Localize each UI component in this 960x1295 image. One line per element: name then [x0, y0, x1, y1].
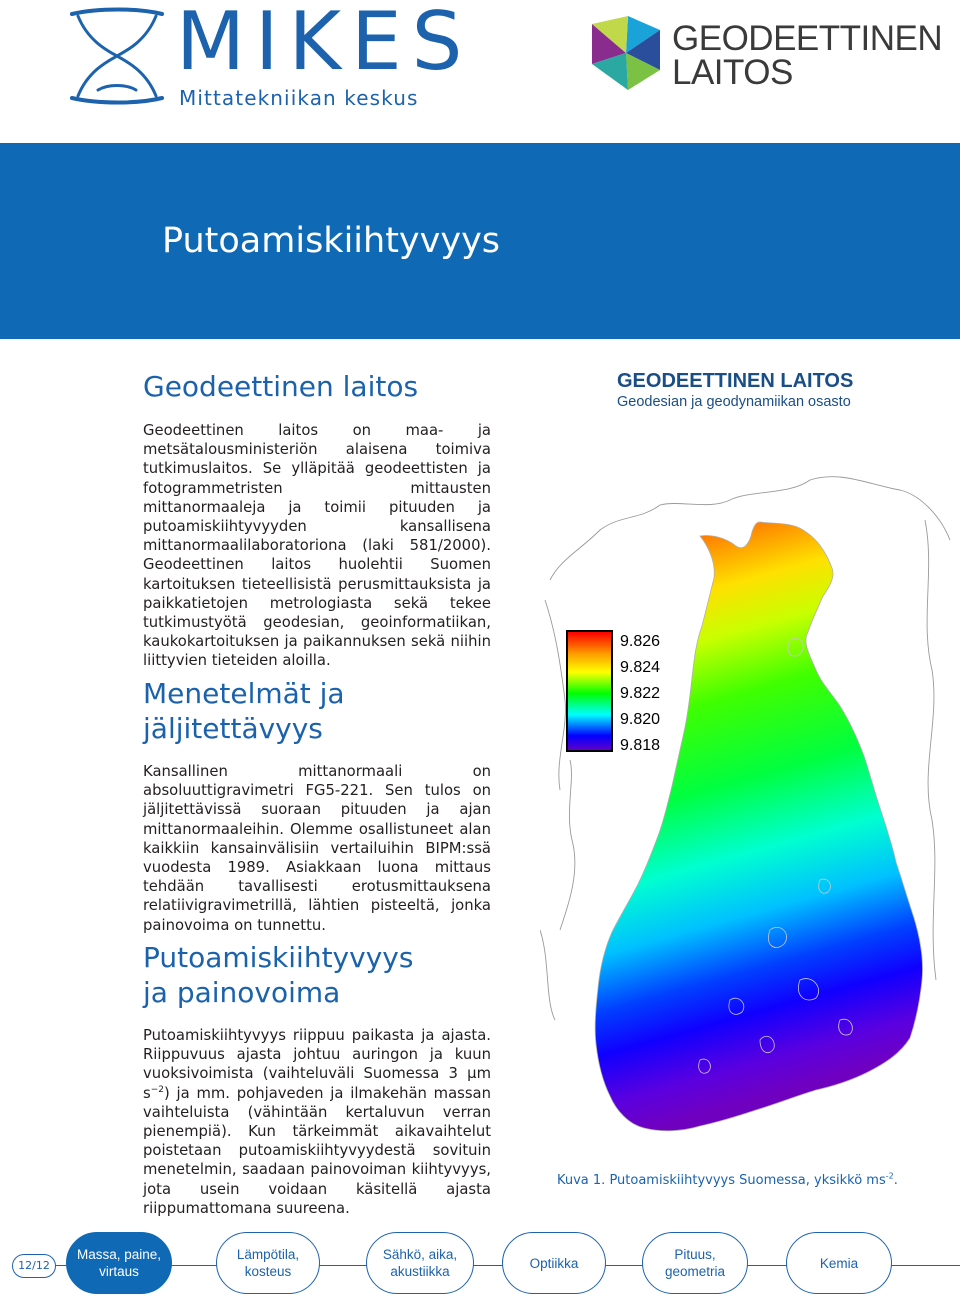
nav-massa-paine-virtaus[interactable]: Massa, paine, virtaus — [66, 1232, 172, 1294]
nav-sahko-aika-akustiikka[interactable]: Sähkö, aika, akustiikka — [366, 1232, 474, 1294]
section-heading: Menetelmät ja jäljitettävyys — [143, 677, 345, 745]
nav-pituus-geometria[interactable]: Pituus, geometria — [642, 1232, 748, 1294]
section-heading-geodeettinen-laitos — [143, 369, 491, 404]
paragraph-part1: Putoamiskiihtyvyys riippuu paikasta ja ajasta. Riippuvuus ajasta johtuu auringon ja kuun vuoksivoimista (vaihteluväli Suomessa 3 µm s — [143, 1027, 491, 1102]
legend-label: 9.820 — [620, 711, 661, 728]
section-body-geodeettinen-laitos — [143, 421, 491, 671]
section-heading: Geodeettinen laitos — [143, 370, 419, 403]
paragraph — [143, 1026, 491, 1218]
finland-shape — [595, 522, 922, 1131]
nav-lampotila-kosteus[interactable]: Lämpötila, kosteus — [216, 1232, 320, 1294]
gl-title-line1: GEODEETTINEN — [672, 19, 943, 58]
finland-gravity-map — [540, 460, 960, 1180]
color-scale-bar — [566, 630, 613, 752]
figure-org-title: GEODEETTINEN LAITOS — [617, 370, 854, 392]
section-heading-menetelmat — [143, 676, 373, 746]
nav-optiikka[interactable]: Optiikka — [502, 1232, 606, 1294]
section-body-painovoima — [143, 1026, 491, 1218]
section-body-menetelmat — [143, 762, 491, 935]
paragraph: Kansallinen mittanormaali on absoluuttigravimetri FG5-221. Sen tulos on jäljitettävissä suoraan pituuden ja ajan mittanormaaleihin. Olemme osallistuneet alan kaikkiin kansainvälisiin vertailuihin BIPM:ssä vuodesta 1989. Asiakkaan luona mittaus tehdään tavallisesti erotusmittauksena relatiivigravimetrillä, lähtien pisteeltä, jonka painovoima on tunnettu. — [143, 763, 491, 934]
figure-org-subtitle: Geodesian ja geodynamiikan osasto — [617, 394, 851, 410]
section-heading: Putoamiskiihtyvyys ja painovoima — [143, 941, 414, 1009]
legend-label: 9.824 — [620, 659, 661, 676]
title-banner — [0, 143, 960, 339]
legend-label: 9.818 — [620, 737, 661, 754]
superscript-unit: −2 — [150, 1084, 164, 1095]
legend-label: 9.822 — [620, 685, 661, 702]
geodeettinen-laitos-wordmark — [672, 19, 952, 92]
caption-text: Kuva 1. Putoamiskiihtyvyys Suomessa, yksikkö ms — [557, 1173, 886, 1188]
nav-kemia[interactable]: Kemia — [786, 1232, 892, 1294]
mikes-logo-subtitle: Mittatekniikan keskus — [179, 86, 419, 110]
mikes-hourglass-logo — [68, 6, 166, 106]
figure-caption — [557, 1173, 898, 1188]
legend-label: 9.826 — [620, 633, 661, 650]
mikes-logo-title: MIKES — [176, 0, 473, 88]
paragraph-part2: ) ja mm. pohjaveden ja ilmakehän massan vaihteluista (vähintään kertaluvun verran pienempiä). Kun tärkeimmät aikavaihtelut poistetaan putoamiskiihtyvyydestä sovituin menetelmin, saadaan painovoiman kiihtyvyys, jota usein voidaan käsitellä ajasta riippumattomana suureena. — [143, 1084, 491, 1217]
section-heading-putoamiskiihtyvyys-ja-painovoima — [143, 940, 443, 1010]
caption-end: . — [893, 1173, 898, 1188]
gl-title-line2: LAITOS — [672, 53, 793, 92]
paragraph: Geodeettinen laitos on maa- ja metsätalousministeriön alaisena toimiva tutkimuslaitos. Se ylläpitää geodeettisten ja fotogrammetristen mittausten mittanormaaleja ja toimii pituuden ja putoamiskiihtyvyyden kansallisena mittanormaalilaboratoriona (laki 581/2000). Geodeettinen laitos huolehtii Suomen kartoituksen tieteellisistä perusmittauksista ja paikkatietojen metrologiasta sekä tekee tutkimustyötä geodesian, geoinformatiikan, kaukokartoituksen ja paikannuksen sekä niihin liittyvien tieteiden aloilla. — [143, 422, 491, 670]
geodeettinen-laitos-logo — [588, 14, 664, 92]
caption-superscript: -2 — [885, 1171, 894, 1181]
page-title: Putoamiskiihtyvyys — [162, 221, 501, 261]
page-number: 12/12 — [12, 1254, 56, 1278]
